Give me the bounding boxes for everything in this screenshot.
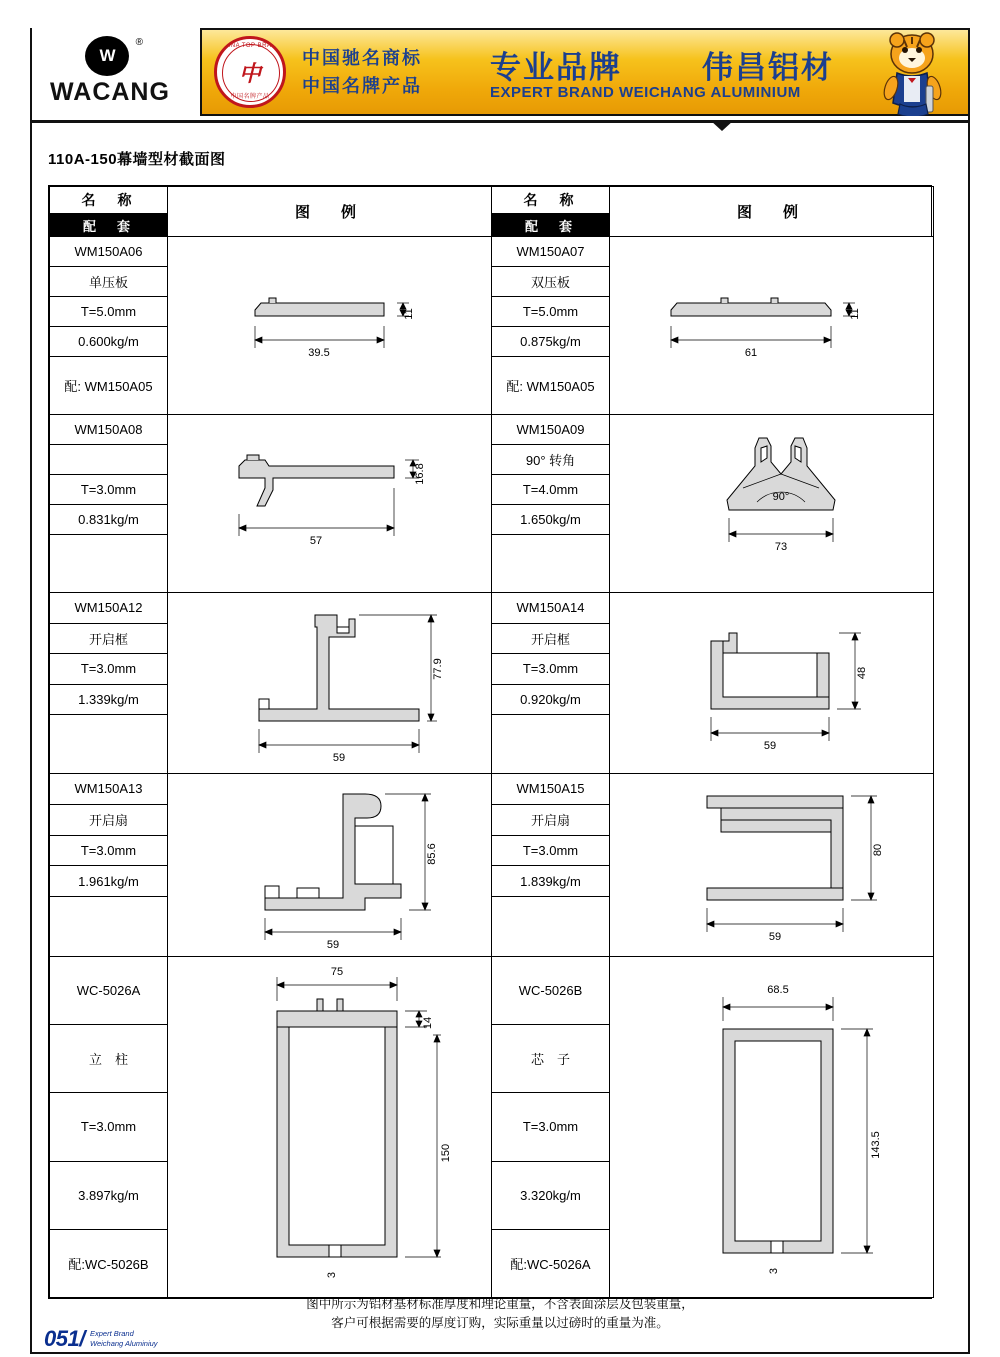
cert-line-1: 中国驰名商标 [302,48,422,68]
profile-weight: 1.339kg/m [50,684,168,715]
registered-icon: ® [135,37,143,48]
profile-weight: 0.920kg/m [492,684,610,715]
brand-title-cn: 专业品牌 [490,50,622,85]
profile-weight: 1.839kg/m [492,866,610,897]
dim-label: 16.8 [413,462,426,485]
footer-note-line-2: 客户可根据需要的厚度订购，实际重量以过磅时的重量为准。 [331,1316,669,1330]
profile-desc: 开启扇 [492,804,610,835]
dim-label: 11 [402,308,415,320]
table-header-row [50,187,934,214]
dim-label: 150 [439,1143,452,1163]
header-figure-right: 图 例 [610,187,934,237]
certification-text [302,44,422,100]
header-name-right: 名 称 [492,187,610,214]
profile-thickness: T=3.0mm [492,835,610,866]
profile-thickness: T=5.0mm [492,297,610,327]
profile-weight: 1.961kg/m [50,866,168,897]
profile-code: WM150A14 [492,593,610,624]
header-divider [30,120,970,123]
profile-desc: 开启框 [50,623,168,654]
dim-label: 90° [772,490,789,503]
table-row [50,774,934,805]
profile-code: WM150A12 [50,593,168,624]
profile-figure-wm150a09 [610,415,934,593]
profile-figure-wm150a07 [610,237,934,415]
dim-label: 3 [767,1267,780,1275]
seal-top-text: CHINA TOP BRAND [218,43,282,49]
profile-desc [50,445,168,475]
header-name-left: 名 称 [50,187,168,214]
profile-figure-wm150a08 [168,415,492,593]
profile-match: 配: WM150A05 [492,357,610,415]
profile-figure-wm150a14 [610,593,934,774]
cert-line-2: 中国名牌产品 [302,76,422,96]
header-peitao-left: 配 套 [50,214,168,237]
profile-desc: 双压板 [492,267,610,297]
profile-match: 配: WM150A05 [50,357,168,415]
profile-thickness: T=4.0mm [492,475,610,505]
company-logo [30,36,190,112]
profile-match: 配:WC-5026B [50,1229,168,1297]
page-footer-brand-line-2: Weichang Aluminiuy [90,1339,158,1348]
tiger-mascot-icon [864,32,960,116]
dim-label: 59 [326,939,339,951]
dim-label: 14 [421,1016,434,1030]
profile-thickness: T=3.0mm [492,1093,610,1161]
dim-label: 61 [744,347,757,359]
header-banner [200,28,970,116]
page-border-right [968,28,970,1352]
page-footer-brand [90,1329,158,1349]
profile-thickness: T=3.0mm [492,654,610,685]
brand-name-cn: 伟昌铝材 [702,50,834,85]
profile-weight: 0.600kg/m [50,327,168,357]
profile-weight: 3.320kg/m [492,1161,610,1229]
seal-center-text: 中 [238,61,261,86]
profile-thickness: T=3.0mm [50,654,168,685]
profile-thickness: T=3.0mm [50,1093,168,1161]
dim-label: 48 [855,666,868,680]
dim-label: 68.5 [766,984,789,996]
profile-figure-wm150a15 [610,774,934,957]
w-logo-icon: W ® [75,36,145,76]
profile-thickness: T=3.0mm [50,475,168,505]
profile-match [50,897,168,957]
page-header [30,28,970,116]
profile-thickness: T=5.0mm [50,297,168,327]
dim-label: 75 [330,966,343,978]
profile-desc: 90° 转角 [492,445,610,475]
table-row [50,593,934,624]
seal-bottom-text: 中国名牌产品 [230,94,270,100]
profile-code: WC-5026B [492,957,610,1025]
page-number: 051/ [44,1326,85,1351]
table-row [50,237,934,267]
footer-note-line-1: 图中所示为铝材基材标准厚度和理论重量，不含表面涂层及包装重量， [306,1297,694,1311]
profile-weight: 3.897kg/m [50,1161,168,1229]
profile-figure-wc5026b [610,957,934,1298]
profile-code: WM150A07 [492,237,610,267]
table-row [50,957,934,1025]
dim-label: 57 [309,534,322,547]
profile-code: WM150A15 [492,774,610,805]
certification-seal-icon [214,36,286,108]
dim-label: 143.5 [869,1131,882,1159]
dim-label: 59 [332,752,345,764]
profile-desc: 芯 子 [492,1025,610,1093]
profile-figure-wc5026a [168,957,492,1298]
dim-label: 77.9 [431,658,444,680]
profile-weight: 0.875kg/m [492,327,610,357]
header-figure-left: 图 例 [168,187,492,237]
logo-wordmark: WACANG [50,78,170,106]
dim-label: 59 [768,931,781,943]
dim-label: 11 [848,308,861,320]
profile-code: WC-5026A [50,957,168,1025]
profile-match [50,715,168,774]
table-row [50,415,934,445]
profile-match [492,715,610,774]
profile-desc: 单压板 [50,267,168,297]
profile-desc: 开启框 [492,623,610,654]
profile-code: WM150A09 [492,415,610,445]
dim-label: 59 [763,740,776,752]
profile-code: WM150A08 [50,415,168,445]
profile-thickness: T=3.0mm [50,835,168,866]
brand-title-en: EXPERT BRAND WEICHANG ALUMINIUM [490,84,801,101]
profile-figure-wm150a12 [168,593,492,774]
header-peitao-right: 配 套 [492,214,610,237]
page-border-bottom [30,1352,970,1354]
profile-weight: 0.831kg/m [50,505,168,535]
dim-label: 80 [871,843,884,857]
page-title: 110A-150幕墙型材截面图 [48,151,226,168]
profile-match [492,535,610,593]
dim-label: 85.6 [425,843,438,865]
profile-code: WM150A13 [50,774,168,805]
page-border-left [30,28,32,1352]
profile-match: 配:WC-5026A [492,1229,610,1297]
dim-label: 73 [774,540,787,553]
profile-match [492,897,610,957]
dim-label: 39.5 [307,347,330,359]
profile-code: WM150A06 [50,237,168,267]
page-footer-brand-line-1: Expert Brand [90,1329,134,1338]
dim-label: 3 [325,1271,338,1279]
profile-figure-wm150a06 [168,237,492,415]
profile-figure-wm150a13 [168,774,492,957]
profile-desc: 立 柱 [50,1025,168,1093]
profile-spec-table [48,185,932,1299]
profile-desc: 开启扇 [50,804,168,835]
profile-weight: 1.650kg/m [492,505,610,535]
header-notch-icon [710,120,734,131]
profile-match [50,535,168,593]
